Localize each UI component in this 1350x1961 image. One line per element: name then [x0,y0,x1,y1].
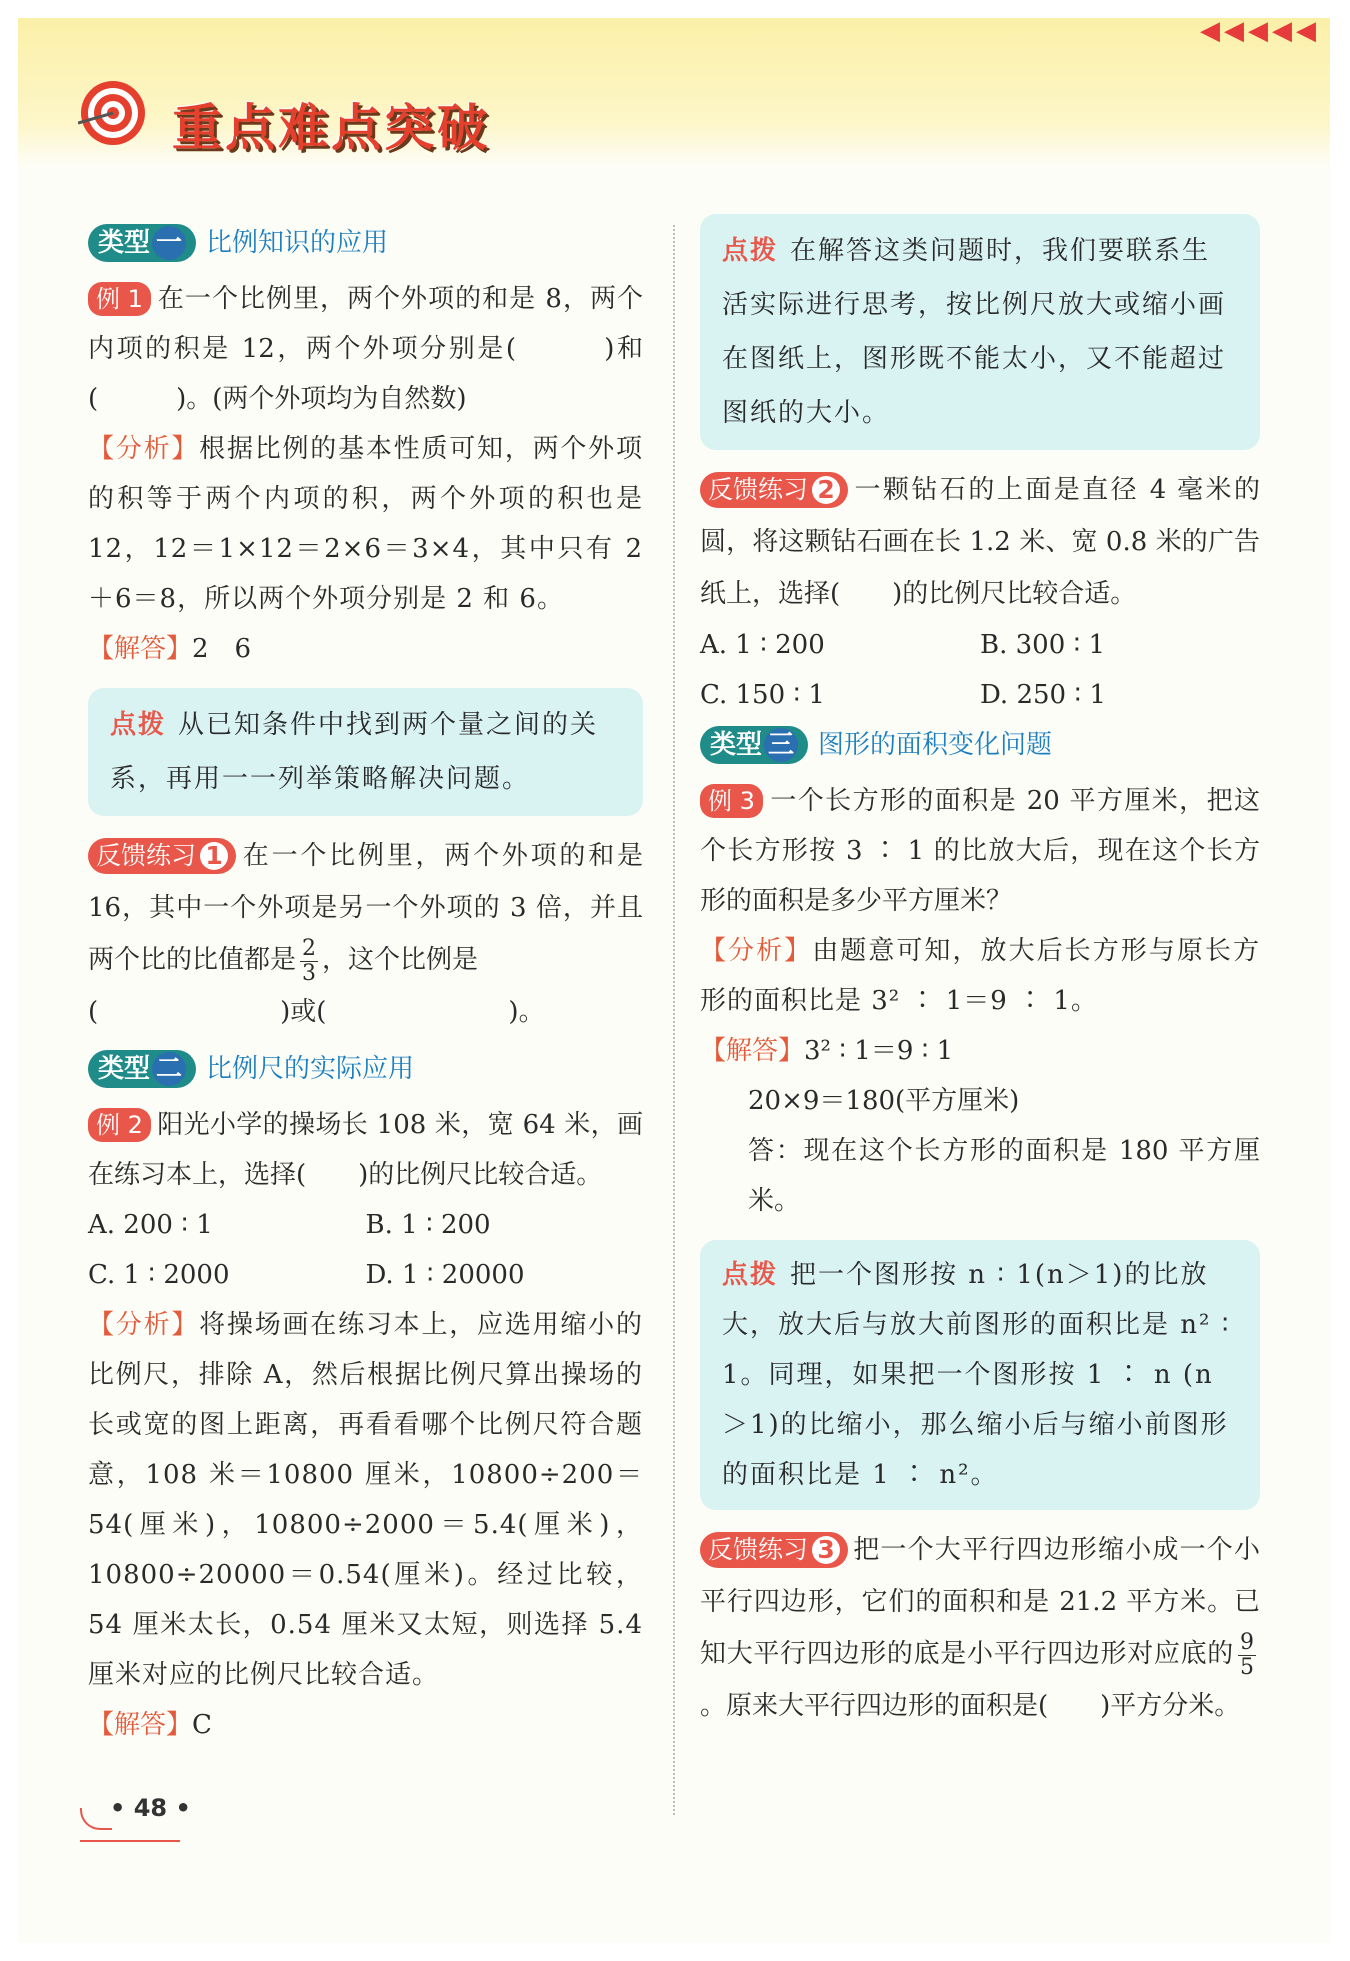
feedback-2-options-row-2 [700,670,1260,720]
feedback-badge: 反馈练习 2 [700,472,848,508]
example-badge: 例 3 [700,784,763,818]
feedback-badge: 反馈练习 1 [88,838,236,874]
left-column [88,218,643,1750]
option-a: A. 1 ∶ 200 [700,630,825,660]
example-3-answer: 【解答】3² ∶ 1＝9 ∶ 1 [700,1036,954,1066]
page-number: • 48 • [110,1794,191,1822]
option-c: C. 150 ∶ 1 [700,680,825,710]
example-2: 例 2 阳光小学的操场长 108 米，宽 64 米，画在练习本上，选择( )的比例尺比较合适。 [88,1110,643,1190]
feedback-exercise-3: 反馈练习 3 把一个大平行四边形缩小成一个小平行四边形，它们的面积和是 21.2 平方米。已知大平行四边形的底是小平行四边形对应底的 $\frac{9}{5}$ 。原来大平行四边形的面积是( )平方分米。 [700,1524,1260,1732]
example-2-options-row-1 [88,1200,643,1250]
option-d: D. 250 ∶ 1 [980,680,1106,710]
right-column [700,236,1260,1732]
hint-box-2: 点拨 在解答这类问题时，我们要联系生活实际进行思考，按比例尺放大或缩小画在图纸上，图形既不能太小，又不能超过图纸的大小。 [700,214,1260,450]
column-divider [673,225,675,1815]
example-2-options-row-2 [88,1250,643,1300]
feedback-2-options-row-1 [700,620,1260,670]
page-title: 重点难点突破 [172,99,490,157]
hint-box-3: 点拨 把一个图形按 n ∶ 1(n＞1)的比放大，放大后与放大前图形的面积比是 n² ∶ 1。同理，如果把一个图形按 1 ∶ n (n＞1)的比缩小，那么缩小后与缩小前图形的面积比是 1 ∶ n²。 [700,1240,1260,1510]
example-badge: 例 2 [88,1108,151,1142]
example-3-answer-line-2: 20×9＝180(平方厘米) [748,1086,1020,1116]
decorative-arrows-icon: ◀◀◀◀◀ [1200,16,1320,46]
example-3-answer-line-3: 答：现在这个长方形的面积是 180 平方厘米。 [748,1136,1260,1216]
option-a: A. 200 ∶ 1 [88,1210,213,1240]
fraction: $\frac{2}{3}$ [302,935,317,986]
target-icon [78,78,148,148]
fraction: $\frac{9}{5}$ [1240,1629,1254,1680]
option-b: B. 1 ∶ 200 [365,1210,491,1240]
type-label: 比例尺的实际应用 [206,1054,415,1084]
feedback-exercise-1: 反馈练习 1 在一个比例里，两个外项的和是 16，其中一个外项是另一个外项的 3 倍，并且两个比的比值都是 $\frac{2}{3}$ ，这个比例是 ( )或( )。 [88,830,643,1038]
type-two-heading [88,1044,643,1094]
type-badge: 类型 一 [88,224,196,262]
hint-box-1: 点拨 从已知条件中找到两个量之间的关系，再用一一列举策略解决问题。 [88,688,643,816]
type-label: 图形的面积变化问题 [818,730,1053,760]
type-label: 比例知识的应用 [206,228,389,258]
feedback-exercise-2: 反馈练习 2 一颗钻石的上面是直径 4 毫米的圆，将这颗钻石画在长 1.2 米、宽 0.8 米的广告纸上，选择( )的比例尺比较合适。 [700,464,1260,620]
type-three-heading [700,720,1260,770]
example-3-analysis: 【分析】由题意可知，放大后长方形与原长方形的面积比是 3² ∶ 1＝9 ∶ 1。 [700,936,1260,1016]
example-2-analysis: 【分析】将操场画在练习本上，应选用缩小的比例尺，排除 A，然后根据比例尺算出操场的长或宽的图上距离，再看看哪个比例尺符合题意，108 米＝10800 厘米，10800÷200＝54(厘米)，10800÷2000＝5.4(厘米)，10800÷20000＝0.54(厘米)。经过比较，54 厘米太长，0.54 厘米又太短，则选择 5.4 厘米对应的比例尺比较合适。 [88,1310,643,1690]
feedback-badge: 反馈练习 3 [700,1532,848,1568]
option-d: D. 1 ∶ 20000 [365,1260,525,1290]
type-badge: 类型 三 [700,726,808,764]
example-badge: 例 1 [88,282,151,316]
example-1-analysis: 【分析】根据比例的基本性质可知，两个外项的积等于两个内项的积，两个外项的积也是 12，12＝1×12＝2×6＝3×4，其中只有 2＋6＝8，所以两个外项分别是 2 和 6。 [88,434,643,614]
type-badge: 类型 二 [88,1050,196,1088]
example-2-answer: 【解答】C [88,1710,212,1740]
example-3: 例 3 一个长方形的面积是 20 平方厘米，把这个长方形按 3 ∶ 1 的比放大后，现在这个长方形的面积是多少平方厘米？ [700,786,1260,916]
option-c: C. 1 ∶ 2000 [88,1260,230,1290]
example-1: 例 1 在一个比例里，两个外项的和是 8，两个内项的积是 12，两个外项分别是( )和( )。(两个外项均为自然数) [88,284,643,414]
option-b: B. 300 ∶ 1 [980,630,1106,660]
example-1-answer: 【解答】2 6 [88,634,252,664]
type-one-heading [88,218,643,268]
